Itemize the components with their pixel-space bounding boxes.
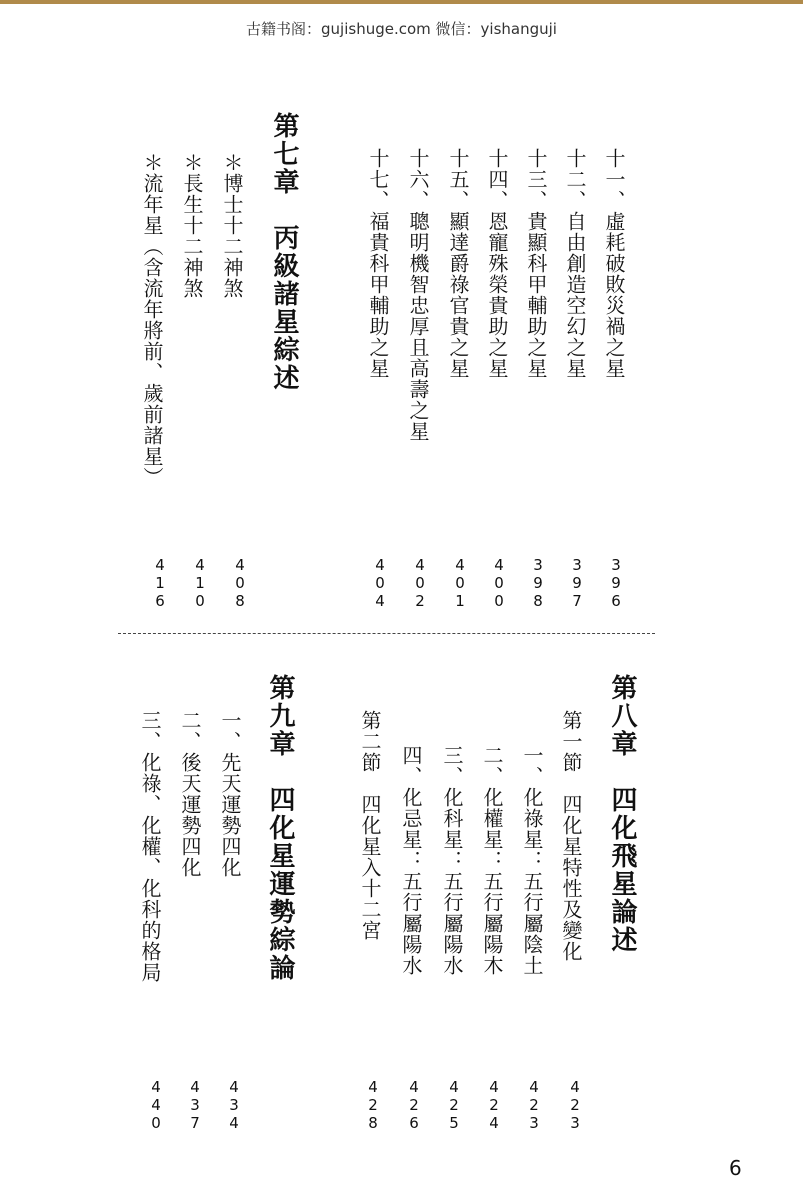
page-digit: 4 bbox=[455, 556, 465, 574]
page-digit: 6 bbox=[409, 1114, 419, 1132]
section-divider bbox=[118, 633, 655, 634]
page-digit: 4 bbox=[151, 1078, 161, 1096]
page-digit: 0 bbox=[415, 574, 425, 592]
toc-entry[interactable]: 十二、自由創造空幻之星 bbox=[563, 148, 587, 379]
page-digit: 4 bbox=[409, 1078, 419, 1096]
page-digit: 4 bbox=[529, 1078, 539, 1096]
section-heading[interactable]: 第二節 四化星入十二宮 bbox=[358, 710, 382, 941]
chapter-title[interactable]: 第九章 四化星運勢綜論 bbox=[265, 674, 295, 982]
page-digit: 4 bbox=[494, 556, 504, 574]
toc-entry[interactable]: 四、化忌星：五行屬陽水 bbox=[399, 745, 423, 976]
toc-entry[interactable]: ＊博士十二神煞 bbox=[220, 152, 244, 299]
page-digit: 4 bbox=[375, 556, 385, 574]
toc-entry[interactable]: 十七、福貴科甲輔助之星 bbox=[366, 148, 390, 379]
page-ref bbox=[146, 1078, 166, 1132]
page-digit: 4 bbox=[155, 556, 165, 574]
page-digit: 4 bbox=[570, 1078, 580, 1096]
page-ref bbox=[444, 1078, 464, 1132]
page-digit: 4 bbox=[449, 1078, 459, 1096]
page-digit: 3 bbox=[572, 556, 582, 574]
page-digit: 0 bbox=[151, 1114, 161, 1132]
page-digit: 9 bbox=[572, 574, 582, 592]
page-digit: 1 bbox=[455, 592, 465, 610]
page-digit: 3 bbox=[570, 1114, 580, 1132]
page-digit: 3 bbox=[533, 556, 543, 574]
page-ref bbox=[528, 556, 548, 610]
toc-entry[interactable]: 十一、虛耗破敗災禍之星 bbox=[602, 148, 626, 379]
page-digit: 9 bbox=[611, 574, 621, 592]
page-ref bbox=[524, 1078, 544, 1132]
page-digit: 0 bbox=[494, 592, 504, 610]
page-digit: 0 bbox=[195, 592, 205, 610]
page-digit: 7 bbox=[190, 1114, 200, 1132]
page-ref bbox=[484, 1078, 504, 1132]
toc-entry[interactable]: 三、化祿、化權、化科的格局 bbox=[138, 710, 162, 983]
page-digit: 5 bbox=[449, 1114, 459, 1132]
page-digit: 6 bbox=[611, 592, 621, 610]
page-digit: 2 bbox=[368, 1096, 378, 1114]
page-ref bbox=[450, 556, 470, 610]
page-digit: 0 bbox=[375, 574, 385, 592]
page-digit: 2 bbox=[570, 1096, 580, 1114]
page-digit: 0 bbox=[235, 574, 245, 592]
page-digit: 4 bbox=[489, 1114, 499, 1132]
page-digit: 4 bbox=[229, 1078, 239, 1096]
page-ref bbox=[606, 556, 626, 610]
page-ref bbox=[370, 556, 390, 610]
page-ref bbox=[150, 556, 170, 610]
page-digit: 8 bbox=[368, 1114, 378, 1132]
page-digit: 3 bbox=[190, 1096, 200, 1114]
toc-entry[interactable]: ＊長生十二神煞 bbox=[180, 152, 204, 299]
page-ref bbox=[230, 556, 250, 610]
page-digit: 3 bbox=[229, 1096, 239, 1114]
toc-entry[interactable]: 十六、聰明機智忠厚且高壽之星 bbox=[406, 148, 430, 442]
toc-entry[interactable]: 二、後天運勢四化 bbox=[178, 710, 202, 878]
page-digit: 4 bbox=[151, 1096, 161, 1114]
page-digit: 9 bbox=[533, 574, 543, 592]
page-ref bbox=[489, 556, 509, 610]
page-digit: 2 bbox=[449, 1096, 459, 1114]
toc-entry[interactable]: 一、化祿星：五行屬陰土 bbox=[520, 745, 544, 976]
page-ref bbox=[410, 556, 430, 610]
page-digit: 2 bbox=[489, 1096, 499, 1114]
page-ref bbox=[404, 1078, 424, 1132]
page-digit: 3 bbox=[529, 1114, 539, 1132]
page-digit: 2 bbox=[409, 1096, 419, 1114]
page-digit: 7 bbox=[572, 592, 582, 610]
page-ref bbox=[363, 1078, 383, 1132]
page-digit: 0 bbox=[455, 574, 465, 592]
page-digit: 6 bbox=[155, 592, 165, 610]
page-digit: 4 bbox=[235, 556, 245, 574]
page-digit: 1 bbox=[195, 574, 205, 592]
page-digit: 2 bbox=[415, 592, 425, 610]
toc-entry[interactable]: 三、化科星：五行屬陽水 bbox=[440, 745, 464, 976]
page-digit: 8 bbox=[235, 592, 245, 610]
top-border bbox=[0, 0, 803, 4]
chapter-title[interactable]: 第八章 四化飛星論述 bbox=[607, 674, 637, 954]
toc-entry[interactable]: 十五、顯達爵祿官貴之星 bbox=[446, 148, 470, 379]
page-ref bbox=[567, 556, 587, 610]
page-digit: 3 bbox=[611, 556, 621, 574]
page-digit: 4 bbox=[195, 556, 205, 574]
chapter-title[interactable]: 第七章 丙級諸星綜述 bbox=[269, 112, 299, 392]
watermark-text: 古籍书阁：gujishuge.com 微信：yishanguji bbox=[246, 20, 557, 38]
page-digit: 1 bbox=[155, 574, 165, 592]
page-digit: 2 bbox=[529, 1096, 539, 1114]
page-number: 6 bbox=[729, 1156, 742, 1180]
page-ref bbox=[565, 1078, 585, 1132]
section-heading[interactable]: 第一節 四化星特性及變化 bbox=[559, 710, 583, 962]
page-ref bbox=[185, 1078, 205, 1132]
toc-entry[interactable]: ＊流年星（含流年將前、歲前諸星） bbox=[140, 152, 164, 488]
toc-entry[interactable]: 二、化權星：五行屬陽木 bbox=[480, 745, 504, 976]
page-digit: 0 bbox=[494, 574, 504, 592]
toc-entry[interactable]: 一、先天運勢四化 bbox=[218, 710, 242, 878]
page-digit: 4 bbox=[190, 1078, 200, 1096]
page-digit: 8 bbox=[533, 592, 543, 610]
page-digit: 4 bbox=[489, 1078, 499, 1096]
toc-entry[interactable]: 十四、恩寵殊榮貴助之星 bbox=[485, 148, 509, 379]
page-digit: 4 bbox=[375, 592, 385, 610]
page-digit: 4 bbox=[368, 1078, 378, 1096]
page-ref bbox=[190, 556, 210, 610]
toc-entry[interactable]: 十三、貴顯科甲輔助之星 bbox=[524, 148, 548, 379]
page-digit: 4 bbox=[229, 1114, 239, 1132]
page-ref bbox=[224, 1078, 244, 1132]
page-digit: 4 bbox=[415, 556, 425, 574]
